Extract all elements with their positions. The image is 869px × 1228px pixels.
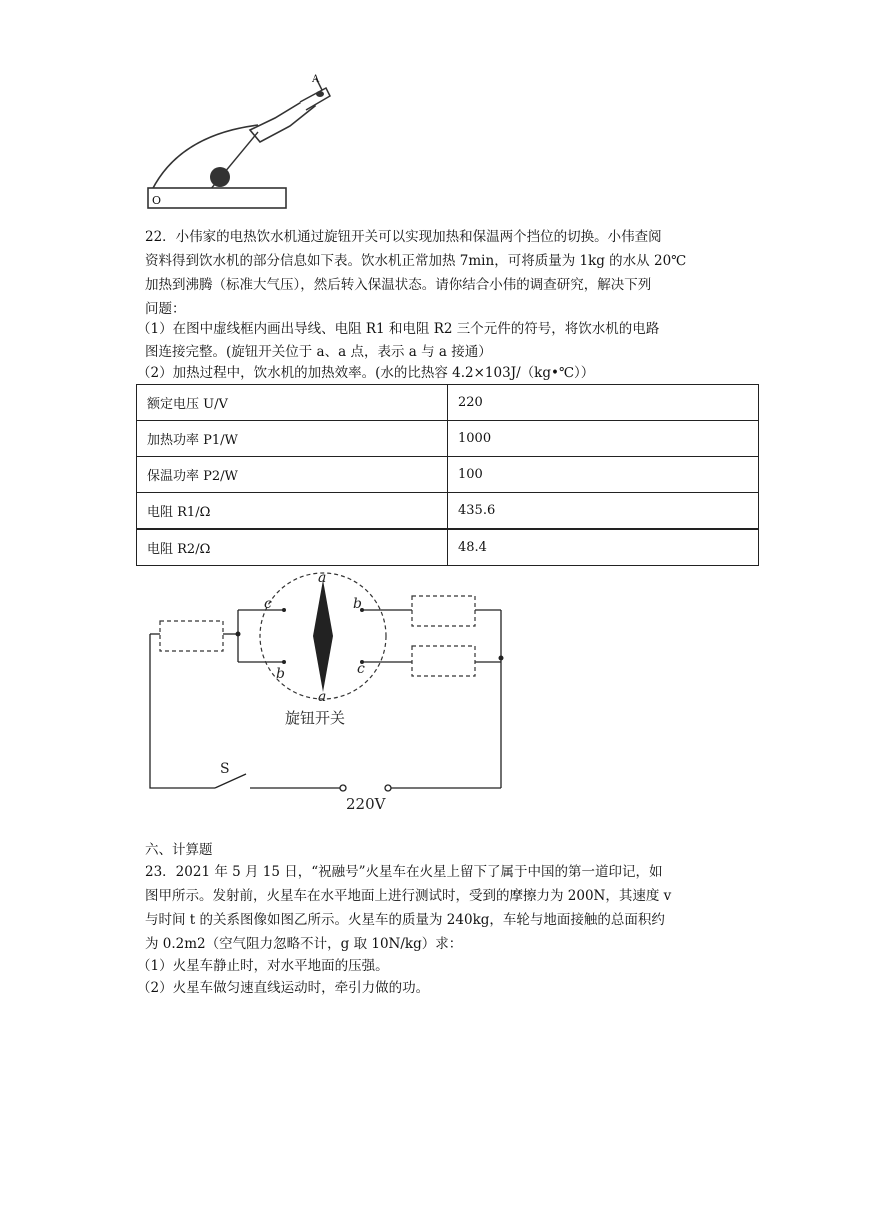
dashed-box-left bbox=[160, 621, 223, 651]
q22-line-4: 问题： bbox=[145, 301, 186, 317]
table-cell-label: 额定电压 U/V bbox=[137, 385, 448, 421]
q22-sub1-line-1: （1）在图中虚线框内画出导线、电阻 R1 和电阻 R2 三个元件的符号，将饮水机的电路 bbox=[137, 321, 660, 337]
base-label: O bbox=[152, 194, 162, 207]
table-cell-label: 电阻 R2/Ω bbox=[137, 529, 448, 566]
label-b-right: b bbox=[353, 596, 362, 612]
dashed-box-right-top bbox=[412, 596, 475, 626]
q22-line-3: 加热到沸腾（标准大气压），然后转入保温状态。请你结合小伟的调查研究，解决下列 bbox=[145, 277, 652, 293]
spec-table bbox=[136, 384, 759, 566]
rotary-switch-needle bbox=[313, 580, 333, 692]
table-row bbox=[137, 385, 759, 421]
table-cell-value: 1000 bbox=[448, 421, 759, 457]
circuit-diagram bbox=[140, 566, 510, 816]
q23-line-4: 为 0.2m2（空气阻力忽略不计，g 取 10N/kg）求： bbox=[145, 936, 463, 952]
label-b-left: b bbox=[276, 666, 285, 682]
table-cell-label: 加热功率 P1/W bbox=[137, 421, 448, 457]
corner-label: A bbox=[312, 74, 320, 85]
q23-sub2: （2）火星车做匀速直线运动时，牵引力做的功。 bbox=[137, 980, 430, 996]
switch-caption: 旋钮开关 bbox=[285, 709, 346, 727]
table-row bbox=[137, 421, 759, 457]
label-c-left: c bbox=[264, 596, 272, 612]
label-voltage: 220V bbox=[346, 795, 386, 813]
q22-line-1: 22．小伟家的电热饮水机通过旋钮开关可以实现加热和保温两个挡位的切换。小伟查阅 bbox=[145, 229, 662, 245]
table-cell-value: 48.4 bbox=[448, 529, 759, 566]
table-cell-value: 220 bbox=[448, 385, 759, 421]
label-c-right: c bbox=[357, 661, 365, 677]
table-cell-value: 100 bbox=[448, 457, 759, 493]
q23-line-3: 与时间 t 的关系图像如图乙所示。火星车的质量为 240kg，车轮与地面接触的总面积约 bbox=[145, 912, 665, 928]
q22-sub1-line-2: 图连接完整。(旋钮开关位于 a、a 点，表示 a 与 a 接通） bbox=[145, 344, 492, 360]
q22-sub2: （2）加热过程中，饮水机的加热效率。(水的比热容 4.2×103J/（kg•℃）） bbox=[137, 365, 595, 381]
table-cell-value: 435.6 bbox=[448, 493, 759, 530]
q23-line-1: 23．2021 年 5 月 15 日，“祝融号”火星车在火星上留下了属于中国的第一道印记，如 bbox=[145, 864, 663, 880]
q23-sub1: （1）火星车静止时，对水平地面的压强。 bbox=[137, 958, 389, 974]
lever-figure bbox=[140, 70, 340, 215]
table-row bbox=[137, 493, 759, 530]
q23-line-2: 图甲所示。发射前，火星车在水平地面上进行测试时，受到的摩擦力为 200N，其速度 v bbox=[145, 888, 672, 904]
table-cell-label: 电阻 R1/Ω bbox=[137, 493, 448, 530]
section6-heading: 六、计算题 bbox=[145, 842, 213, 858]
dashed-box-right-bottom bbox=[412, 646, 475, 676]
label-a-top: a bbox=[318, 570, 327, 586]
q22-line-2: 资料得到饮水机的部分信息如下表。饮水机正常加热 7min，可将质量为 1kg 的水从 20℃ bbox=[145, 253, 687, 269]
table-cell-label: 保温功率 P2/W bbox=[137, 457, 448, 493]
label-a-bottom: a bbox=[318, 689, 327, 705]
table-row bbox=[137, 529, 759, 566]
table-row bbox=[137, 457, 759, 493]
label-switch-s: S bbox=[220, 761, 230, 777]
